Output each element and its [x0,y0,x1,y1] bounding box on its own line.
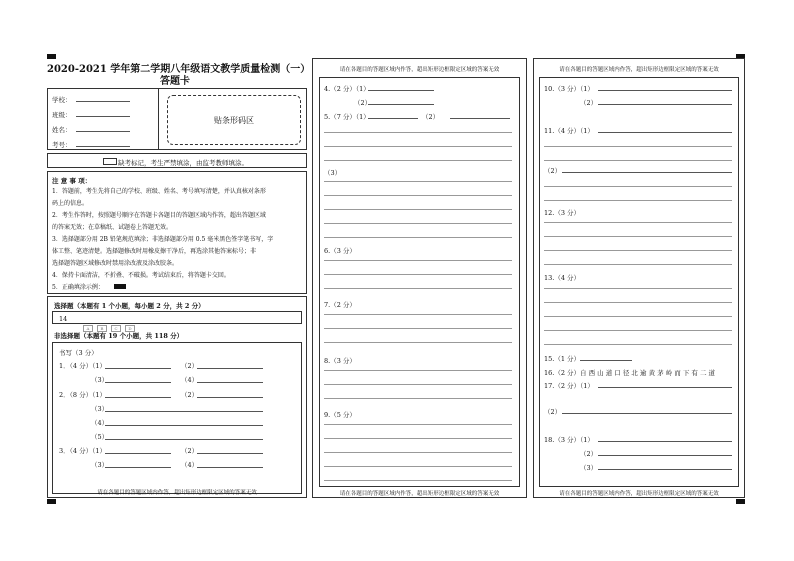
exam-subtitle: 答题卡 [160,76,190,87]
answer-line[interactable] [598,132,732,133]
barcode-label: 贴条形码区 [214,116,254,125]
notice-line: 选择题答题区域修改时禁用涂改液及涂改胶条。 [52,260,179,267]
q4-2-label: （2） [354,99,372,107]
writing-box [52,342,302,494]
registration-mark [47,499,56,504]
shuxie-title: 书写（3 分） [59,349,98,357]
notice-line: 码上的信息。 [52,200,89,207]
q12-label: 12.（3 分） [544,209,581,217]
choice-question-number: 14 [59,315,68,323]
answer-line[interactable] [105,467,171,468]
answer-frame [539,77,739,487]
fill-example-mark [114,284,126,289]
class-label: 班级： [52,111,72,119]
answer-line[interactable] [598,104,732,105]
notices-box [47,171,307,294]
boundary-note: 请在各题目的答题区域内作答，超出矩形边框限定区域的答案无效 [339,67,500,73]
q5-label: 5.（7 分）（1） [324,113,370,121]
q2-4-label: （4） [91,419,109,427]
boundary-note: 请在各题目的答题区域内作答，超出矩形边框限定区域的答案无效 [339,491,500,497]
answer-line[interactable] [598,469,732,470]
option-b-bubble[interactable]: B [97,325,107,332]
option-d-bubble[interactable]: D [125,325,135,332]
q3-3-label: （3） [91,461,109,469]
q2-label: 2．（8 分）（1） [59,391,106,399]
q2-3-label: （3） [91,405,109,413]
registration-mark [736,499,745,504]
absent-note: 缺考标记，考生严禁填涂，由监考教师填涂。 [118,159,248,167]
notice-line: 1．答题前，考生先将自己的学校、班级、姓名、考号填写清楚，并认真核对条形 [52,188,266,195]
student-info-box [47,88,307,150]
answer-line[interactable] [562,413,732,414]
answer-line[interactable] [580,360,632,361]
q11-2-label: （2） [544,167,562,175]
answer-area-middle [312,58,527,498]
q5-2-label: （2） [422,113,440,121]
boundary-note: 请在各题目的答题区域内作答，超出矩形边框限定区域的答案无效 [559,67,719,73]
q1-4-label: （4） [181,376,199,384]
notice-line: 5．正确填涂示例： [52,284,104,291]
q1-2-label: （2） [181,362,199,370]
school-label: 学校： [52,96,72,104]
q2-5-label: （5） [91,433,109,441]
answer-line[interactable] [368,90,434,91]
boundary-note: 请在各题目的答题区域内作答，超出矩形边框限定区域的答案无效 [559,491,719,497]
notices-title: 注 意 事 项： [52,177,92,185]
answer-line[interactable] [598,441,732,442]
answer-line[interactable] [105,397,171,398]
exam-title: 2020-2021 学年第二学期八年级语文教学质量检测（一） [47,64,311,75]
notice-line: 4．保持卡面清洁，不折叠、不破损。考试结束后，将答题卡交回。 [52,272,230,279]
barcode-area [167,95,301,145]
answer-line[interactable] [105,411,263,412]
notice-line: 3．选择题部分用 2B 铅笔规范填涂；非选择题部分用 0.5 毫米黑色签字笔书写，字 [52,236,274,243]
answer-line[interactable] [197,382,263,383]
q1-3-label: （3） [91,376,109,384]
school-field[interactable] [76,101,130,102]
answer-line[interactable] [368,104,434,105]
nonchoice-title: 非选择题（本题有 19 个小题，共 118 分） [54,332,184,340]
answer-line[interactable] [450,118,510,119]
q3-2-label: （2） [181,447,199,455]
boundary-note: 请在各题目的答题区域内作答，超出矩形边框限定区域的答案无效 [97,490,257,496]
class-field[interactable] [76,116,130,117]
choice-title: 选择题（本题有 1 个小题，每小题 2 分，共 2 分） [54,302,205,310]
q17-2-label: （2） [544,408,562,416]
q7-label: 7.（2 分） [324,301,356,309]
absent-checkbox[interactable] [103,158,117,165]
answer-line[interactable] [105,382,171,383]
exam-number-label: 考号： [52,141,72,149]
answer-line[interactable] [562,172,732,173]
exam-number-field[interactable] [76,146,130,147]
q4-label: 4.（2 分）（1） [324,85,370,93]
answer-line[interactable] [105,368,171,369]
q17-label: 17.（2 分）（1） [544,382,594,390]
q3-4-label: （4） [181,461,199,469]
answer-line[interactable] [598,90,732,91]
q8-label: 8.（3 分） [324,357,356,365]
answer-line[interactable] [368,118,418,119]
q3-label: 3．（4 分）（1） [59,447,106,455]
q1-label: 1．（4 分）（1） [59,362,106,370]
answer-line[interactable] [105,439,263,440]
q5-3-label: （3） [324,169,342,177]
q16-label: 16.（2 分）自 西 山 道 口 径 北 逾 黄 茅 岭 而 下 有 二 道 [544,369,716,377]
absent-marker-box [47,153,307,168]
q2-2-label: （2） [181,391,199,399]
q13-label: 13.（4 分） [544,274,581,282]
answer-line[interactable] [197,397,263,398]
name-field[interactable] [76,131,130,132]
q18-label: 18.（3 分）（1） [544,436,594,444]
choice-row [52,311,302,331]
option-c-bubble[interactable]: C [111,325,121,332]
q15-label: 15.（1 分） [544,355,581,363]
q6-label: 6.（3 分） [324,247,356,255]
answer-line[interactable] [598,387,732,388]
q18-2-label: （2） [580,450,598,458]
q11-label: 11.（4 分）（1） [544,127,594,135]
answer-line[interactable] [105,453,171,454]
answer-area-right [533,58,745,498]
option-a-bubble[interactable]: A [83,325,93,332]
answer-line[interactable] [197,467,263,468]
q10-label: 10.（3 分）（1） [544,85,594,93]
q18-3-label: （3） [580,464,598,472]
answer-line[interactable] [197,368,263,369]
answer-line[interactable] [598,455,732,456]
registration-mark [47,54,56,59]
answer-area-left [47,296,307,498]
answer-frame [319,77,520,487]
notice-line: 体工整、笔迹清楚。选择题修改时用橡皮擦干净后，再选涂其他答案标号；非 [52,248,257,255]
q10-2-label: （2） [580,99,598,107]
answer-line[interactable] [105,425,263,426]
q9-label: 9.（5 分） [324,411,356,419]
notice-line: 的答案无效；在草稿纸、试题卷上答题无效。 [52,224,173,231]
answer-line[interactable] [197,453,263,454]
notice-line: 2．考生作答时，按照题号顺序在答题卡各题目的答题区域内作答，超出答题区域 [52,212,266,219]
name-label: 姓名： [52,126,72,134]
